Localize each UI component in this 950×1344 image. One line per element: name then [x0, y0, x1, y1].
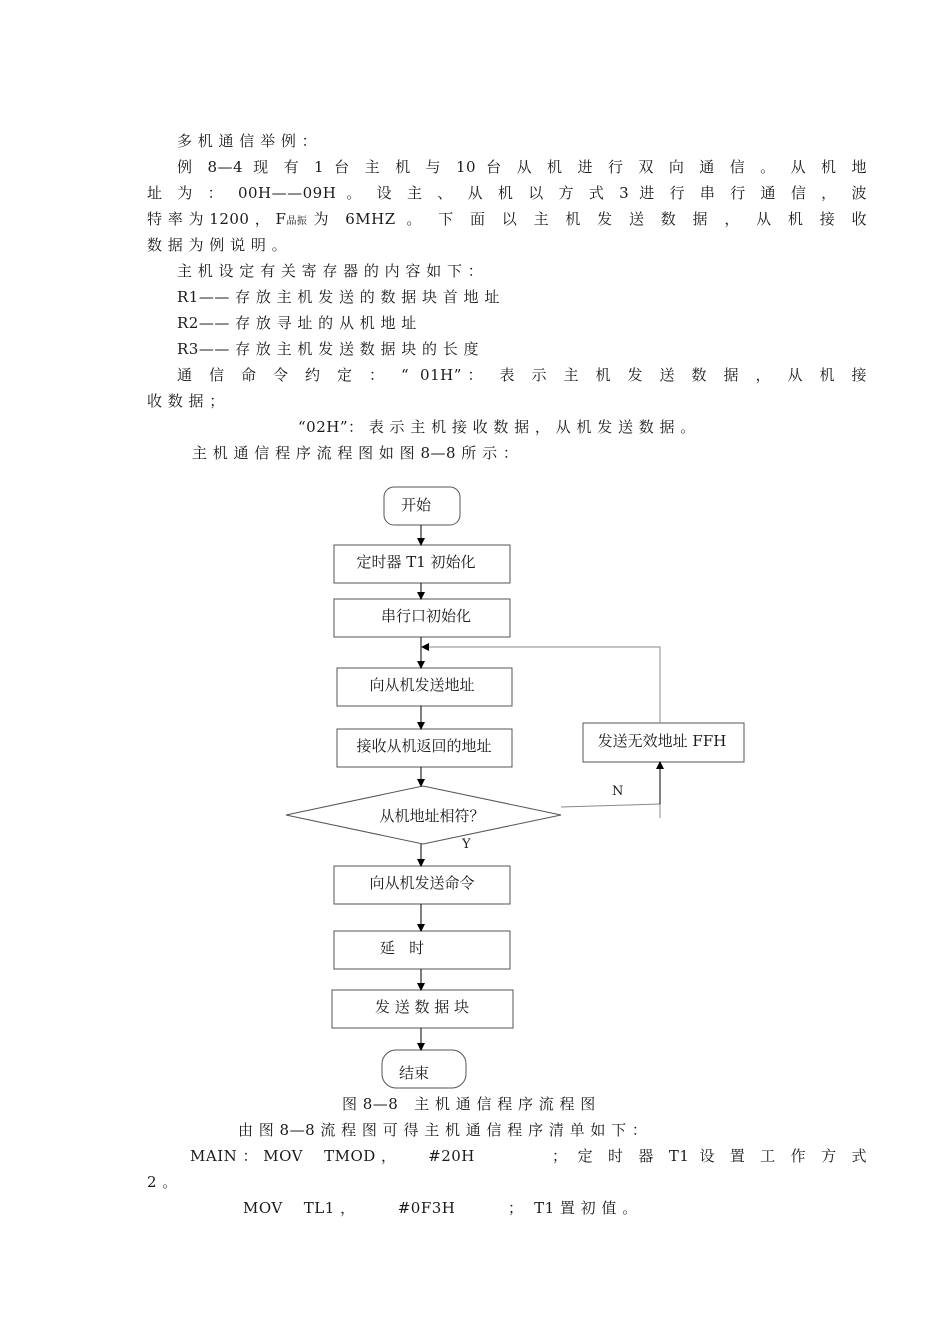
example-line-3-part-a: 特 率 为 1200 ， F晶振 [147, 210, 308, 228]
recv-addr-label: 接收从机返回的地址 [356, 737, 492, 755]
register-intro: 主 机 设 定 有 关 寄 存 器 的 内 容 如 下 ： [177, 262, 484, 280]
delay-label: 延 时 [379, 939, 425, 957]
t1-init-label: 定时器 T1 初始化 [356, 553, 476, 571]
listing-line-1a: MAIN ： MOV TMOD ， #20H [190, 1147, 475, 1165]
example-line-3 [147, 209, 867, 232]
no-label: N [612, 784, 624, 799]
yes-label: Y [462, 837, 471, 852]
listing-line-2: MOV TL1 ， #0F3H ； T1 置 初 值 。 [243, 1199, 638, 1217]
listing-line-1b: ； 定 时 器 T1 设 置 工 作 方 式 [552, 1147, 867, 1165]
send-block-label: 发 送 数 据 块 [374, 998, 470, 1016]
flowchart-intro: 主 机 通 信 程 序 流 程 图 如 图 8—8 所 示 ： [192, 444, 519, 462]
register-r1: R1—— 存 放 主 机 发 送 的 数 据 块 首 地 址 [177, 288, 500, 306]
command-line-2: 收 数 据 ； [147, 392, 225, 410]
listing-line-1-cont: 2 。 [147, 1173, 178, 1191]
loop-back-arrowhead [421, 643, 429, 651]
flowchart [0, 470, 950, 1090]
start-label: 开始 [400, 496, 432, 514]
section-heading: 多 机 通 信 举 例 ： [177, 132, 318, 150]
example-line-4: 数 据 为 例 说 明 。 [147, 236, 288, 254]
decision-label: 从机地址相符？ [379, 807, 485, 825]
command-line-3: “02H”： 表 示 主 机 接 收 数 据 ， 从 机 发 送 数 据 。 [298, 418, 696, 436]
end-label: 结束 [398, 1064, 430, 1082]
listing-intro: 由 图 8—8 流 程 图 可 得 主 机 通 信 程 序 清 单 如 下 ： [238, 1121, 648, 1139]
example-line-1: 例 8—4 现 有 1 台 主 机 与 10 台 从 机 进 行 双 向 通 信 。 从 机 地 [177, 158, 867, 176]
command-line-1: 通 信 命 令 约 定 ： “ 01H”： 表 示 主 机 发 送 数 据 ， 从 机 接 [177, 366, 867, 384]
send-addr-label: 向从机发送地址 [369, 676, 475, 694]
example-line-2: 址 为 ： 00H——09H 。 设 主 、 从 机 以 方 式 3 进 行 串 行 通 信 ， 波 [147, 184, 867, 202]
serial-init-label: 串行口初始化 [380, 607, 472, 625]
send-invalid-label: 发送无效地址 FFH [597, 732, 727, 750]
register-r3: R3—— 存 放 主 机 发 送 数 据 块 的 长 度 [177, 340, 480, 358]
figure-caption: 图 8—8 主 机 通 信 程 序 流 程 图 [342, 1095, 596, 1113]
no-branch-line [561, 804, 660, 807]
send-cmd-label: 向从机发送命令 [369, 874, 475, 892]
example-line-3-part-b: 为 6MHZ 。 下 面 以 主 机 发 送 数 据 ， 从 机 接 收 [313, 210, 867, 228]
crystal-subscript: 晶振 [286, 216, 308, 227]
register-r2: R2—— 存 放 寻 址 的 从 机 地 址 [177, 314, 417, 332]
